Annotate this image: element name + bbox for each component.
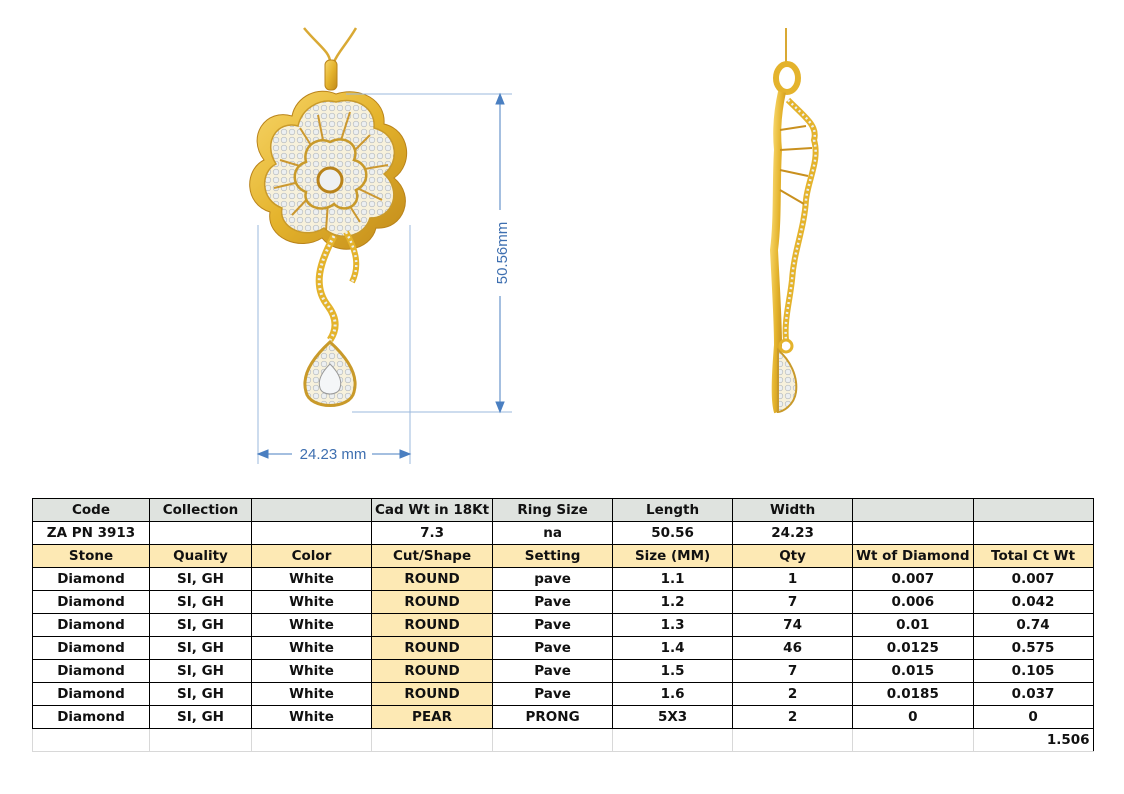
color-cell: White: [252, 637, 372, 660]
header-cad-wt: Cad Wt in 18Kt: [372, 499, 493, 522]
total-empty: [33, 729, 150, 752]
size-cell: 1.4: [613, 637, 733, 660]
stone-row: [33, 660, 1094, 683]
total-empty: [252, 729, 372, 752]
total-ct-wt-cell: 0.037: [973, 683, 1093, 706]
blank-value: [252, 522, 372, 545]
size-cell: 1.2: [613, 591, 733, 614]
qty-cell: 2: [733, 706, 853, 729]
quality-cell: SI, GH: [150, 568, 252, 591]
col-cut-shape: Cut/Shape: [372, 545, 493, 568]
col-stone: Stone: [33, 545, 150, 568]
center-stone: [318, 168, 342, 192]
total-empty: [853, 729, 973, 752]
total-empty: [613, 729, 733, 752]
quality-cell: SI, GH: [150, 660, 252, 683]
stone-row: [33, 706, 1094, 729]
setting-cell: Pave: [493, 660, 613, 683]
quality-cell: SI, GH: [150, 591, 252, 614]
total-empty: [733, 729, 853, 752]
stone-row: [33, 614, 1094, 637]
stone-cell: Diamond: [33, 660, 150, 683]
setting-cell: Pave: [493, 591, 613, 614]
qty-cell: 7: [733, 660, 853, 683]
size-cell: 1.5: [613, 660, 733, 683]
total-ct-wt-cell: 0.74: [973, 614, 1093, 637]
wt-diamond-cell: 0.0125: [853, 637, 973, 660]
col-wt-diamond: Wt of Diamond: [853, 545, 973, 568]
quality-cell: SI, GH: [150, 637, 252, 660]
chain: [304, 28, 356, 62]
qty-cell: 46: [733, 637, 853, 660]
length-value: 50.56: [613, 522, 733, 545]
width-value: 24.23: [733, 522, 853, 545]
wt-diamond-cell: 0.015: [853, 660, 973, 683]
stone-cell: Diamond: [33, 614, 150, 637]
total-row: [33, 729, 1094, 752]
total-empty: [150, 729, 252, 752]
wt-diamond-cell: 0.006: [853, 591, 973, 614]
color-cell: White: [252, 683, 372, 706]
col-setting: Setting: [493, 545, 613, 568]
collection-value: [150, 522, 252, 545]
col-quality: Quality: [150, 545, 252, 568]
total-ct-wt-cell: 0: [973, 706, 1093, 729]
header-length: Length: [613, 499, 733, 522]
width-dimension-label: 24.23 mm: [299, 446, 367, 463]
total-empty: [372, 729, 493, 752]
setting-cell: Pave: [493, 637, 613, 660]
color-cell: White: [252, 568, 372, 591]
header-empty: [853, 499, 973, 522]
qty-cell: 2: [733, 683, 853, 706]
wt-diamond-cell: 0.01: [853, 614, 973, 637]
cut-shape-cell: ROUND: [372, 614, 493, 637]
col-size: Size (MM): [613, 545, 733, 568]
setting-cell: Pave: [493, 683, 613, 706]
stone-cell: Diamond: [33, 683, 150, 706]
height-dimension-label: 50.56mm: [494, 221, 511, 285]
ring-size-value: na: [493, 522, 613, 545]
info-empty: [973, 522, 1093, 545]
spec-table: [32, 498, 1094, 752]
header-blank: [252, 499, 372, 522]
stone-row: [33, 683, 1094, 706]
stone-header-row: [33, 545, 1094, 568]
cut-shape-cell: ROUND: [372, 568, 493, 591]
info-empty: [853, 522, 973, 545]
quality-cell: SI, GH: [150, 706, 252, 729]
stone-rows: [33, 568, 1094, 729]
side-bail: [776, 64, 798, 92]
stone-row: [33, 591, 1094, 614]
size-cell: 1.1: [613, 568, 733, 591]
cut-shape-cell: ROUND: [372, 660, 493, 683]
cad-wt-value: 7.3: [372, 522, 493, 545]
total-ct-wt-cell: 0.007: [973, 568, 1093, 591]
cut-shape-cell: ROUND: [372, 591, 493, 614]
size-cell: 1.6: [613, 683, 733, 706]
stone-row: [33, 637, 1094, 660]
total-empty: [493, 729, 613, 752]
color-cell: White: [252, 591, 372, 614]
header-code: Code: [33, 499, 150, 522]
qty-cell: 7: [733, 591, 853, 614]
header-row: [33, 499, 1094, 522]
pendant-front-view: [250, 28, 407, 406]
stone-cell: Diamond: [33, 568, 150, 591]
wt-diamond-cell: 0: [853, 706, 973, 729]
stone-cell: Diamond: [33, 591, 150, 614]
color-cell: White: [252, 614, 372, 637]
cut-shape-cell: PEAR: [372, 706, 493, 729]
cut-shape-cell: ROUND: [372, 637, 493, 660]
setting-cell: Pave: [493, 614, 613, 637]
bail: [325, 60, 337, 90]
stone-cell: Diamond: [33, 637, 150, 660]
qty-cell: 1: [733, 568, 853, 591]
quality-cell: SI, GH: [150, 614, 252, 637]
setting-cell: PRONG: [493, 706, 613, 729]
setting-cell: pave: [493, 568, 613, 591]
header-width: Width: [733, 499, 853, 522]
col-qty: Qty: [733, 545, 853, 568]
col-total-ct-wt: Total Ct Wt: [973, 545, 1093, 568]
size-cell: 5X3: [613, 706, 733, 729]
pendant-side-view: [774, 28, 816, 412]
stone-row: [33, 568, 1094, 591]
info-row: [33, 522, 1094, 545]
code-value: ZA PN 3913: [33, 522, 150, 545]
col-color: Color: [252, 545, 372, 568]
wt-diamond-cell: 0.007: [853, 568, 973, 591]
header-collection: Collection: [150, 499, 252, 522]
total-ct-wt-cell: 0.042: [973, 591, 1093, 614]
color-cell: White: [252, 660, 372, 683]
size-cell: 1.3: [613, 614, 733, 637]
header-ring-size: Ring Size: [493, 499, 613, 522]
color-cell: White: [252, 706, 372, 729]
total-ct-wt-cell: 0.105: [973, 660, 1093, 683]
qty-cell: 74: [733, 614, 853, 637]
cut-shape-cell: ROUND: [372, 683, 493, 706]
wt-diamond-cell: 0.0185: [853, 683, 973, 706]
total-ct-wt-cell: 0.575: [973, 637, 1093, 660]
total-ct-wt-sum: 1.506: [973, 729, 1093, 752]
side-drop: [778, 350, 796, 412]
quality-cell: SI, GH: [150, 683, 252, 706]
stone-cell: Diamond: [33, 706, 150, 729]
header-empty: [973, 499, 1093, 522]
